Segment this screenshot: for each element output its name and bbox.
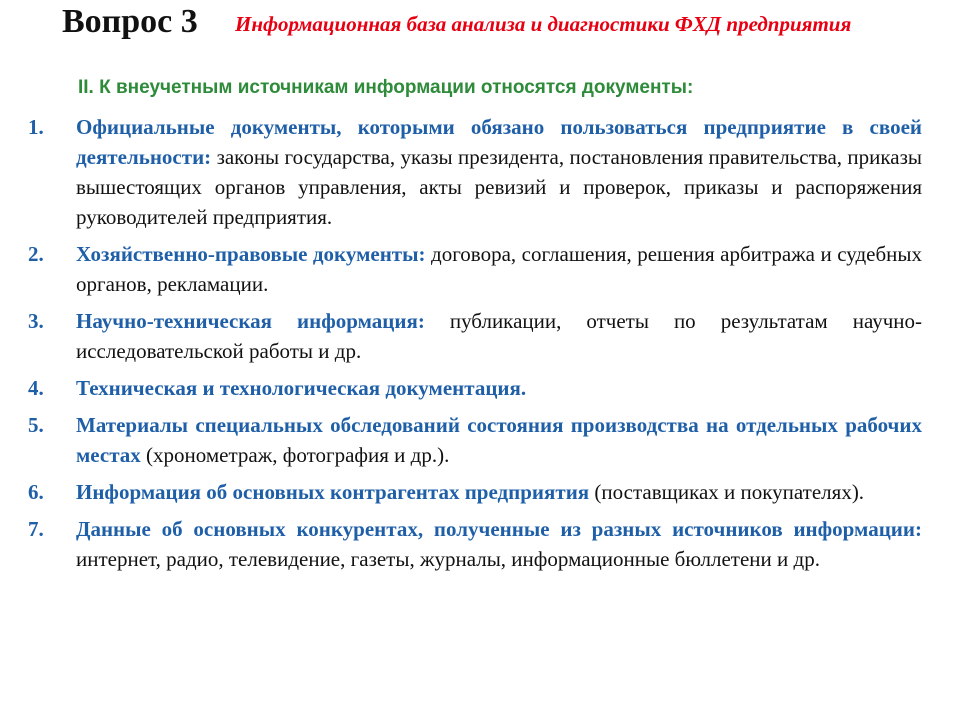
list-item xyxy=(0,306,960,366)
item-lead: Научно-техническая информация: xyxy=(76,309,425,333)
list-item xyxy=(0,112,960,232)
item-text: договора, соглашения, решения арбитража и судебных органов, рекламации. xyxy=(76,242,923,296)
list-item xyxy=(0,514,960,574)
list-item xyxy=(0,239,960,299)
item-body xyxy=(76,239,922,299)
item-lead: Материалы специальных обследований состояния производства на отдельных рабочих местах xyxy=(76,413,922,467)
item-number: 5. xyxy=(28,413,44,437)
item-text: законы государства, указы президента, постановления правительства, приказы вышестоящих органов управления, акты ревизий и проверок, приказы и распоряжения руководителей предприятия. xyxy=(76,145,922,229)
item-text: (поставщиках и покупателях). xyxy=(589,480,865,504)
item-body xyxy=(76,514,922,574)
item-lead: Техническая и технологическая документация. xyxy=(76,376,527,400)
item-number: 3. xyxy=(28,309,44,333)
item-number: 2. xyxy=(28,242,44,266)
item-text: публикации, отчеты по результатам научно-исследовательской работы и др. xyxy=(76,309,923,363)
item-number: 6. xyxy=(28,480,44,504)
item-number: 7. xyxy=(28,517,44,541)
list-item xyxy=(0,373,960,403)
item-lead: Информация об основных контрагентах предприятия xyxy=(76,480,590,504)
list-item xyxy=(0,410,960,470)
slide-title: Информационная база анализа и диагностики ФХД предприятия xyxy=(235,12,852,36)
item-body xyxy=(76,306,922,366)
item-body xyxy=(76,477,922,507)
list-item xyxy=(0,477,960,507)
item-lead: Данные об основных конкурентах, полученные из разных источников информации: xyxy=(76,517,922,541)
slide-header xyxy=(62,2,942,64)
document-list xyxy=(0,112,960,581)
item-lead: Хозяйственно-правовые документы: xyxy=(76,242,426,266)
item-number: 1. xyxy=(28,115,44,139)
item-body xyxy=(76,112,922,232)
item-text: (хронометраж, фотография и др.). xyxy=(140,443,450,467)
item-lead: Официальные документы, которыми обязано пользоваться предприятие в своей деятельности: xyxy=(76,115,922,169)
item-number: 4. xyxy=(28,376,44,400)
item-text: интернет, радио, телевидение, газеты, журналы, информационные бюллетени и др. xyxy=(76,547,820,571)
item-body xyxy=(76,373,922,403)
item-body xyxy=(76,410,922,470)
section-subtitle: II. К внеучетным источникам информации относятся документы: xyxy=(78,77,694,98)
question-number: Вопрос 3 xyxy=(62,3,198,40)
